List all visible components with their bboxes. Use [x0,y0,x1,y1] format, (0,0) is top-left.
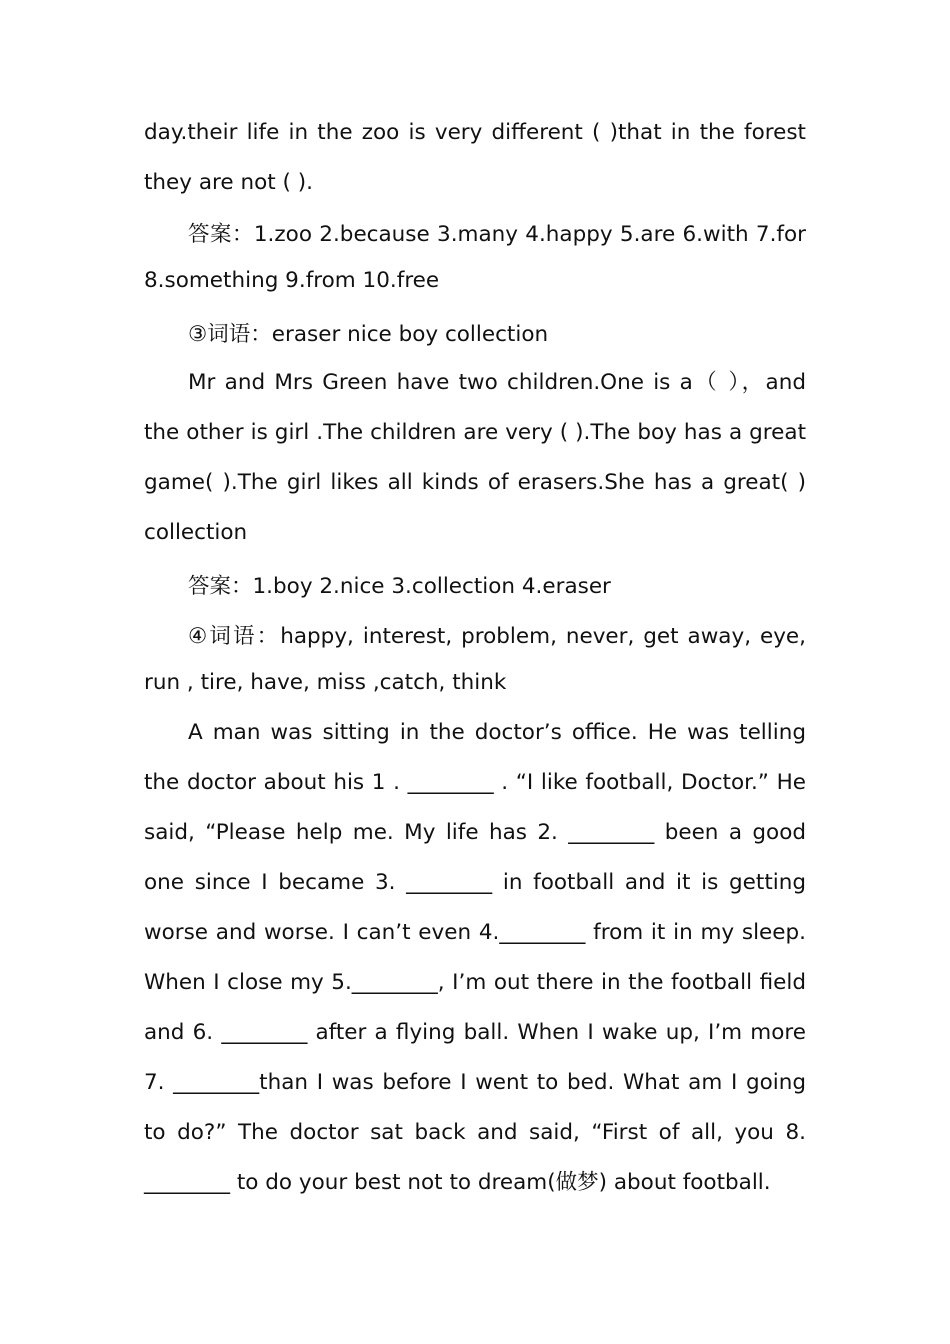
word-bank-3: ③词语：eraser nice boy collection [188,322,549,347]
document-page [144,108,806,1208]
passage-green-family: Mr and Mrs Green have two children.One is a（ ），and the other is girl .The children are very ( ).The boy has a great game( ).The girl likes all kinds of erasers.She has a great( ) collection [144,370,806,545]
paragraph-zoo-continuation: day.their life in the zoo is very different ( )that in the forest they are not ( ). [144,120,806,195]
passage-football-doctor: A man was sitting in the doctor’s office. He was telling the doctor about his 1 . ________ . “I like football, Doctor.” He said, “Please help me. My life has 2. ________ been a good one since I became 3. ________ in football and it is getting worse and worse. I can’t even 4.________ from it in my sleep. When I close my 5.________, I’m out there in the football field and 6. ________ after a flying ball. When I wake up, I’m more 7. ________than I was before I went to bed. What am I going to do?” The doctor sat back and said, “First of all, you 8. ________ to do your best not to dream(做梦) about football. [144,720,806,1195]
answer-key-1: 答案：1.zoo 2.because 3.many 4.happy 5.are 6.with 7.for 8.something 9.from 10.free [144,222,806,293]
answer-key-2: 答案：1.boy 2.nice 3.collection 4.eraser [188,574,611,599]
word-bank-4: ④词语：happy, interest, problem, never, get away, eye, run , tire, have, miss ,catch, think [144,624,806,695]
